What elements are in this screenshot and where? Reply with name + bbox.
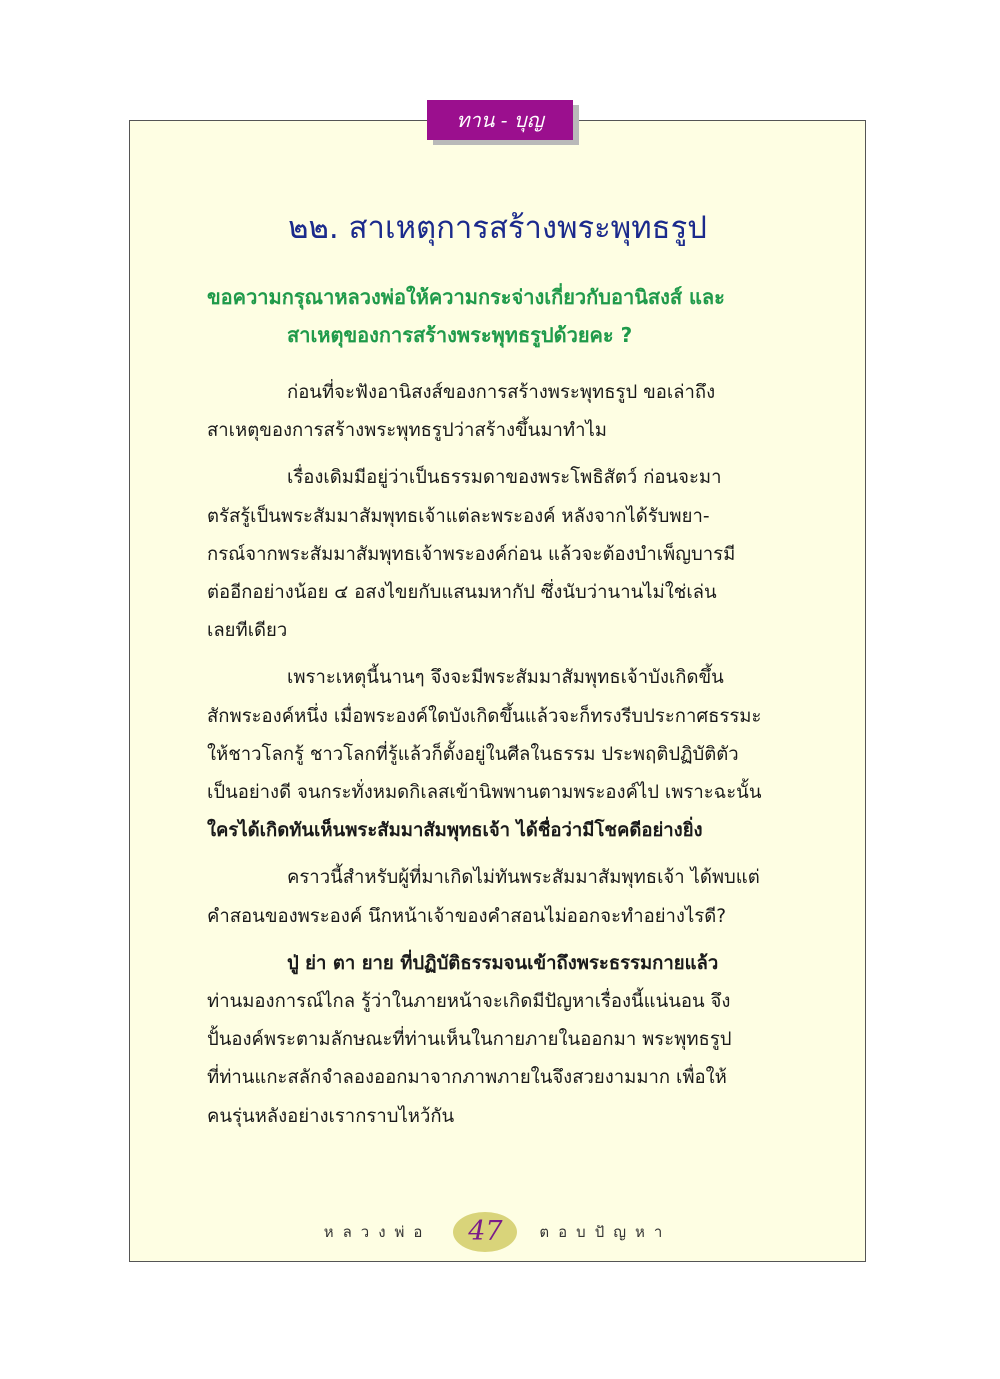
body-line: ปั้นองค์พระตามลักษณะที่ท่านเห็นในกายภายในออกมา พระพุทธรูป [207,1029,732,1051]
body-line: สักพระองค์หนึ่ง เมื่อพระองค์ใดบังเกิดขึ้นแล้วจะก็ทรงรีบประกาศธรรมะ [207,705,762,727]
article-body [207,374,792,1145]
body-line: ต่ออีกอย่างน้อย ๔ อสงไขยกับแสนมหากัป ซึ่งนับว่านานไม่ใช่เล่น [207,582,717,604]
paragraph [207,945,792,1136]
page-number: 47 [453,1212,517,1252]
body-line: ท่านมองการณ์ไกล รู้ว่าในภายหน้าจะเกิดมีปัญหาเรื่องนี้แน่นอน จึง [207,991,731,1013]
footer-left-text: หลวงพ่อ [323,1223,432,1241]
body-line: เพราะเหตุนี้นานๆ จึงจะมีพระสัมมาสัมพุทธเจ้าบังเกิดขึ้น [287,667,724,689]
body-line: คำสอนของพระองค์ นึกหน้าเจ้าของคำสอนไม่ออกจะทำอย่างไรดี? [207,905,727,927]
article-title: ๒๒. สาเหตุการสร้างพระพุทธรูป [288,210,707,246]
question-line: สาเหตุของการสร้างพระพุทธรูปด้วยคะ ? [287,323,633,347]
category-tab: ทาน - บุญ [427,100,573,140]
body-line: กรณ์จากพระสัมมาสัมพุทธเจ้าพระองค์ก่อน แล้วจะต้องบำเพ็ญบารมี [207,543,736,565]
body-line: คราวนี้สำหรับผู้ที่มาเกิดไม่ทันพระสัมมาสัมพุทธเจ้า ได้พบแต่ [287,867,760,889]
paragraph [207,459,792,650]
paragraph [207,659,792,850]
body-line: ก่อนที่จะฟังอานิสงส์ของการสร้างพระพุทธรูป ขอเล่าถึง [287,382,716,403]
page-footer [129,1210,866,1254]
body-line: เรื่องเดิมมีอยู่ว่าเป็นธรรมดาของพระโพธิสัตว์ ก่อนจะมา [287,467,722,489]
question-block [207,278,797,354]
paragraph [207,859,792,935]
body-line: คนรุ่นหลังอย่างเรากราบไหว้กัน [207,1105,455,1127]
body-line: สาเหตุของการสร้างพระพุทธรูปว่าสร้างขึ้นมาทำไม [207,420,607,442]
footer-right-text: ตอบปัญหา [539,1223,672,1241]
body-line: ตรัสรู้เป็นพระสัมมาสัมพุทธเจ้าแต่ละพระองค์ หลังจากได้รับพยา- [207,505,710,527]
body-line: ให้ชาวโลกรู้ ชาวโลกที่รู้แล้วก็ตั้งอยู่ในศีลในธรรม ประพฤติปฏิบัติตัว [207,743,739,765]
body-line: ที่ท่านแกะสลักจำลองออกมาจากภาพภายในจึงสวยงามมาก เพื่อให้ [207,1067,727,1089]
question-line: ขอความกรุณาหลวงพ่อให้ความกระจ่างเกี่ยวกับอานิสงส์ และ [207,285,725,309]
emphasis-line: ปู่ ย่า ตา ยาย ที่ปฏิบัติธรรมจนเข้าถึงพระธรรมกายแล้ว [287,952,719,974]
body-line: เป็นอย่างดี จนกระทั่งหมดกิเลสเข้านิพพานตามพระองค์ไป เพราะฉะนั้น [207,782,762,804]
body-line: เลยทีเดียว [207,620,288,642]
paragraph [207,374,792,450]
emphasis-line: ใครได้เกิดทันเห็นพระสัมมาสัมพุทธเจ้า ได้ชื่อว่ามีโชคดีอย่างยิ่ง [207,820,703,842]
